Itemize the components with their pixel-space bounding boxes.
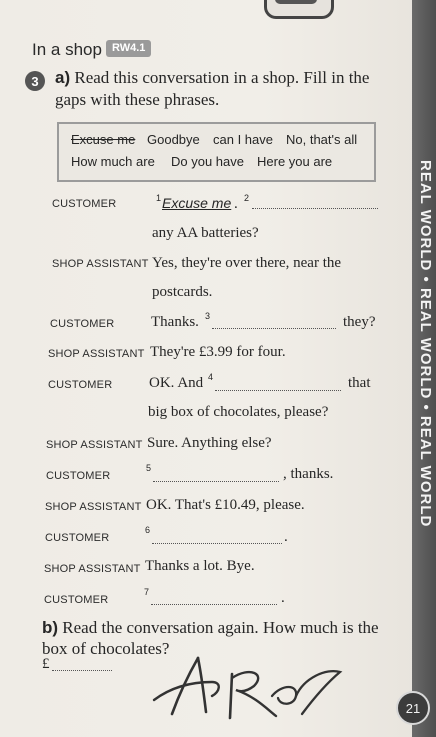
gap-6[interactable] [152,543,282,544]
gap-4[interactable] [215,390,341,391]
part-b-label: b) [42,618,59,637]
decorative-badge [264,0,334,19]
sidebar-text: REAL WORLD • REAL WORLD • REAL WORLD [417,160,434,528]
gap-2[interactable] [252,208,378,209]
line-c5-post: . [284,529,288,545]
role-shop-assistant: SHOP ASSISTANT [45,501,142,513]
gap-number-4: 4 [208,372,214,382]
role-shop-assistant: SHOP ASSISTANT [44,563,141,575]
gap-3[interactable] [212,328,336,329]
gap-number-7: 7 [144,587,150,597]
line-a3: Sure. Anything else? [147,435,272,451]
gap-number-3: 3 [205,311,211,321]
pound-sign: £ [42,656,50,672]
gap-number-1: 1 [156,193,162,203]
price-answer-gap[interactable] [52,670,112,671]
phrase-here-you-are: Here you are [257,154,333,169]
line-a5: Thanks a lot. Bye. [145,558,255,574]
phrase-how-much-are: How much are [71,154,155,169]
gap-number-5: 5 [146,463,152,473]
role-customer: CUSTOMER [50,318,115,330]
role-customer: CUSTOMER [45,532,110,544]
line-a1: Yes, they're over there, near the [152,255,342,271]
line-c3-cont: big box of chocolates, please? [148,404,329,420]
exercise-number: 3 [25,71,45,91]
line-a4: OK. That's £10.49, please. [146,497,305,513]
gap-7[interactable] [151,604,277,605]
role-customer: CUSTOMER [46,470,111,482]
phrase-no-thats-all: No, that's all [286,132,358,147]
line-c2-pre: Thanks. [151,314,199,330]
line-c2-post: they? [343,314,376,330]
role-shop-assistant: SHOP ASSISTANT [48,348,145,360]
gap-5[interactable] [153,481,279,482]
line-a2: They're £3.99 for four. [150,344,286,360]
line-c6-post: . [281,590,285,606]
answer-1: Excuse me [162,195,232,211]
line-c1-cont: any AA batteries? [152,225,259,241]
section-title: In a shop [32,40,102,59]
role-customer: CUSTOMER [44,594,109,606]
line-c1-dot: . [234,196,238,212]
role-shop-assistant: SHOP ASSISTANT [52,258,149,270]
part-a-label: a) [55,68,71,87]
line-a1-cont: postcards. [152,284,213,300]
phrase-can-i-have: can I have [213,132,273,147]
line-c3-pre: OK. And [149,375,204,391]
phrase-box [57,122,376,182]
phrase-goodbye: Goodbye [147,132,200,147]
phrase-excuse-me: Excuse me [71,132,136,147]
part-b-text: Read the conversation again. How much is the box of chocolates? [42,618,379,658]
gap-number-2: 2 [244,193,250,203]
role-customer: CUSTOMER [48,379,113,391]
role-shop-assistant: SHOP ASSISTANT [46,439,143,451]
exercise-instruction [55,67,385,111]
gap-number-6: 6 [145,525,151,535]
role-customer: CUSTOMER [52,198,117,210]
handwritten-signature [150,652,350,722]
phrase-do-you-have: Do you have [171,154,244,169]
part-a-text: Read this conversation in a shop. Fill in the gaps with these phrases. [55,68,370,109]
section-code-badge: RW4.1 [106,40,151,57]
page-number: 21 [396,691,430,725]
line-c4-post: , thanks. [283,466,334,482]
line-c3-post: that [348,375,371,391]
